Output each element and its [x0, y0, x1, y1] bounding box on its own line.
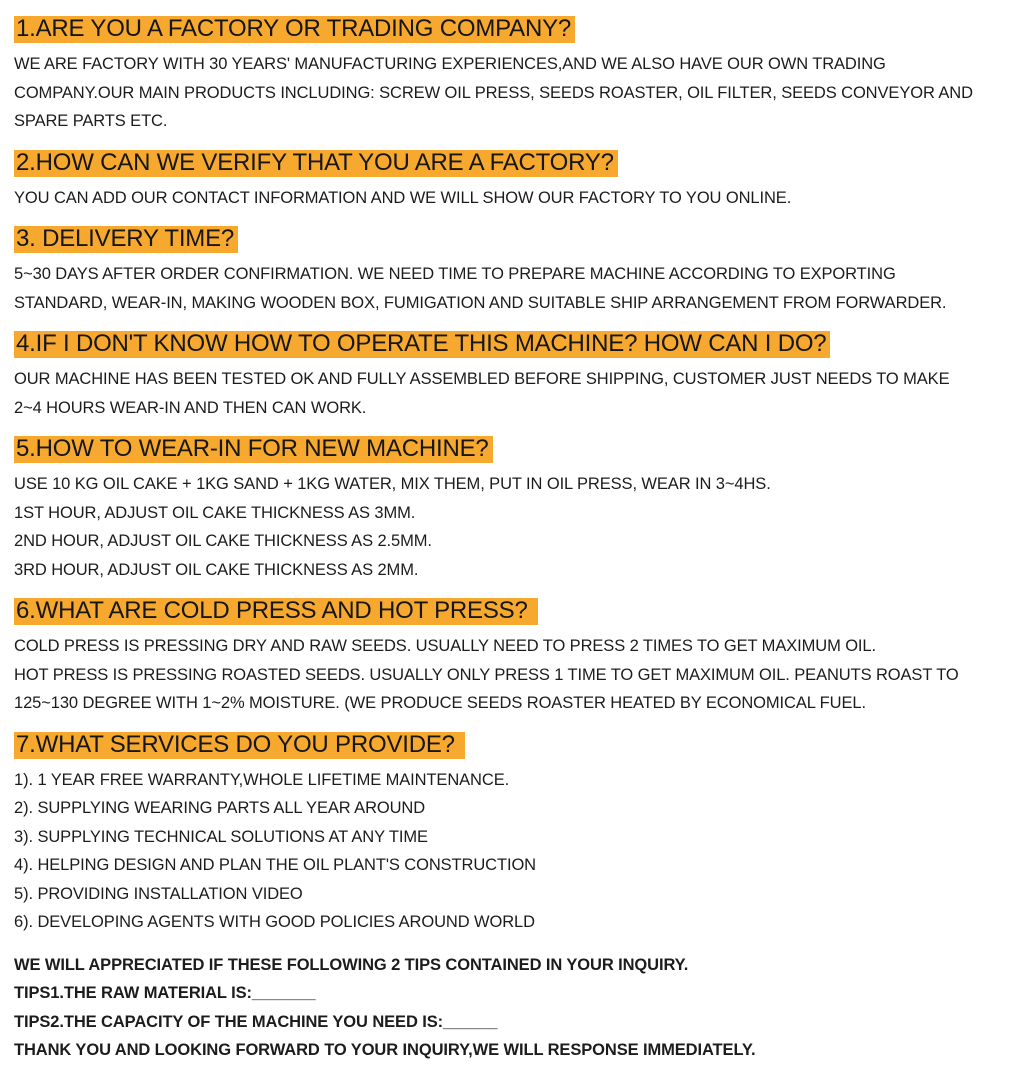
answer-line: WE ARE FACTORY WITH 30 YEARS' MANUFACTURING EXPERIENCES,AND WE ALSO HAVE OUR OWN TRADING [14, 55, 886, 73]
answer-line: COMPANY.OUR MAIN PRODUCTS INCLUDING: SCREW OIL PRESS, SEEDS ROASTER, OIL FILTER, SEEDS CONVEYOR AND [14, 83, 973, 102]
answer-line: 1ST HOUR, ADJUST OIL CAKE THICKNESS AS 3MM. [14, 503, 416, 522]
service-list-item: 1). 1 YEAR FREE WARRANTY,WHOLE LIFETIME MAINTENANCE. [14, 770, 510, 789]
answer-line: YOU CAN ADD OUR CONTACT INFORMATION AND WE WILL SHOW OUR FACTORY TO YOU ONLINE. [14, 188, 792, 207]
faq-answer-5 [14, 470, 1004, 584]
service-list-item: 4). HELPING DESIGN AND PLAN THE OIL PLANT'S CONSTRUCTION [14, 856, 536, 874]
answer-line: 3RD HOUR, ADJUST OIL CAKE THICKNESS AS 2MM. [14, 560, 419, 579]
answer-line: OUR MACHINE HAS BEEN TESTED OK AND FULLY ASSEMBLED BEFORE SHIPPING, CUSTOMER JUST NEEDS TO MAKE [14, 370, 950, 388]
faq-answer-4 [14, 365, 1004, 422]
faq-question-4: 4.IF I DON'T KNOW HOW TO OPERATE THIS MACHINE? HOW CAN I DO? [14, 331, 830, 358]
footer-line: WE WILL APPRECIATED IF THESE FOLLOWING 2 TIPS CONTAINED IN YOUR INQUIRY. [14, 955, 689, 974]
faq-section-3 [14, 226, 1004, 317]
footer-line-tips1: TIPS1.THE RAW MATERIAL IS:_______ [14, 984, 316, 1002]
footer-line-thanks: THANK YOU AND LOOKING FORWARD TO YOUR INQUIRY,WE WILL RESPONSE IMMEDIATELY. [14, 1041, 756, 1059]
service-list-item: 6). DEVELOPING AGENTS WITH GOOD POLICIES AROUND WORLD [14, 913, 535, 931]
answer-line: USE 10 KG OIL CAKE + 1KG SAND + 1KG WATER, MIX THEM, PUT IN OIL PRESS, WEAR IN 3~4HS. [14, 475, 771, 493]
answer-line: 2~4 HOURS WEAR-IN AND THEN CAN WORK. [14, 398, 367, 417]
faq-question-3: 3. DELIVERY TIME? [14, 226, 238, 253]
faq-section-2 [14, 150, 1004, 213]
faq-section-5 [14, 436, 1004, 584]
faq-answer-3 [14, 260, 1004, 317]
faq-section-7 [14, 732, 1004, 937]
faq-question-1: 1.ARE YOU A FACTORY OR TRADING COMPANY? [14, 16, 575, 43]
faq-answer-1 [14, 50, 1004, 136]
faq-answer-6 [14, 632, 1004, 718]
answer-line: COLD PRESS IS PRESSING DRY AND RAW SEEDS. USUALLY NEED TO PRESS 2 TIMES TO GET MAXIMUM OIL. [14, 637, 876, 655]
faq-question-5: 5.HOW TO WEAR-IN FOR NEW MACHINE? [14, 436, 493, 463]
answer-line: 125~130 DEGREE WITH 1~2% MOISTURE. (WE PRODUCE SEEDS ROASTER HEATED BY ECONOMICAL FUEL. [14, 694, 866, 712]
faq-answer-2 [14, 184, 1004, 213]
service-list-item: 2). SUPPLYING WEARING PARTS ALL YEAR AROUND [14, 799, 426, 817]
answer-line: 2ND HOUR, ADJUST OIL CAKE THICKNESS AS 2.5MM. [14, 532, 432, 550]
answer-line: SPARE PARTS ETC. [14, 112, 168, 130]
faq-question-6: 6.WHAT ARE COLD PRESS AND HOT PRESS? [14, 598, 538, 625]
faq-document [14, 16, 1004, 1065]
service-list-item: 5). PROVIDING INSTALLATION VIDEO [14, 884, 303, 903]
service-list-item: 3). SUPPLYING TECHNICAL SOLUTIONS AT ANY TIME [14, 827, 428, 846]
faq-section-6 [14, 598, 1004, 718]
faq-question-2: 2.HOW CAN WE VERIFY THAT YOU ARE A FACTORY? [14, 150, 618, 177]
faq-section-4 [14, 331, 1004, 422]
faq-answer-7 [14, 766, 1004, 937]
inquiry-tips-footer [14, 951, 1004, 1065]
footer-line-tips2: TIPS2.THE CAPACITY OF THE MACHINE YOU NEED IS:______ [14, 1012, 498, 1031]
faq-section-1 [14, 16, 1004, 136]
faq-question-7: 7.WHAT SERVICES DO YOU PROVIDE? [14, 732, 465, 759]
answer-line: 5~30 DAYS AFTER ORDER CONFIRMATION. WE NEED TIME TO PREPARE MACHINE ACCORDING TO EXPORTING [14, 265, 896, 283]
answer-line: HOT PRESS IS PRESSING ROASTED SEEDS. USUALLY ONLY PRESS 1 TIME TO GET MAXIMUM OIL. PEANUTS ROAST TO [14, 665, 959, 684]
answer-line: STANDARD, WEAR-IN, MAKING WOODEN BOX, FUMIGATION AND SUITABLE SHIP ARRANGEMENT FROM FORWARDER. [14, 293, 947, 312]
